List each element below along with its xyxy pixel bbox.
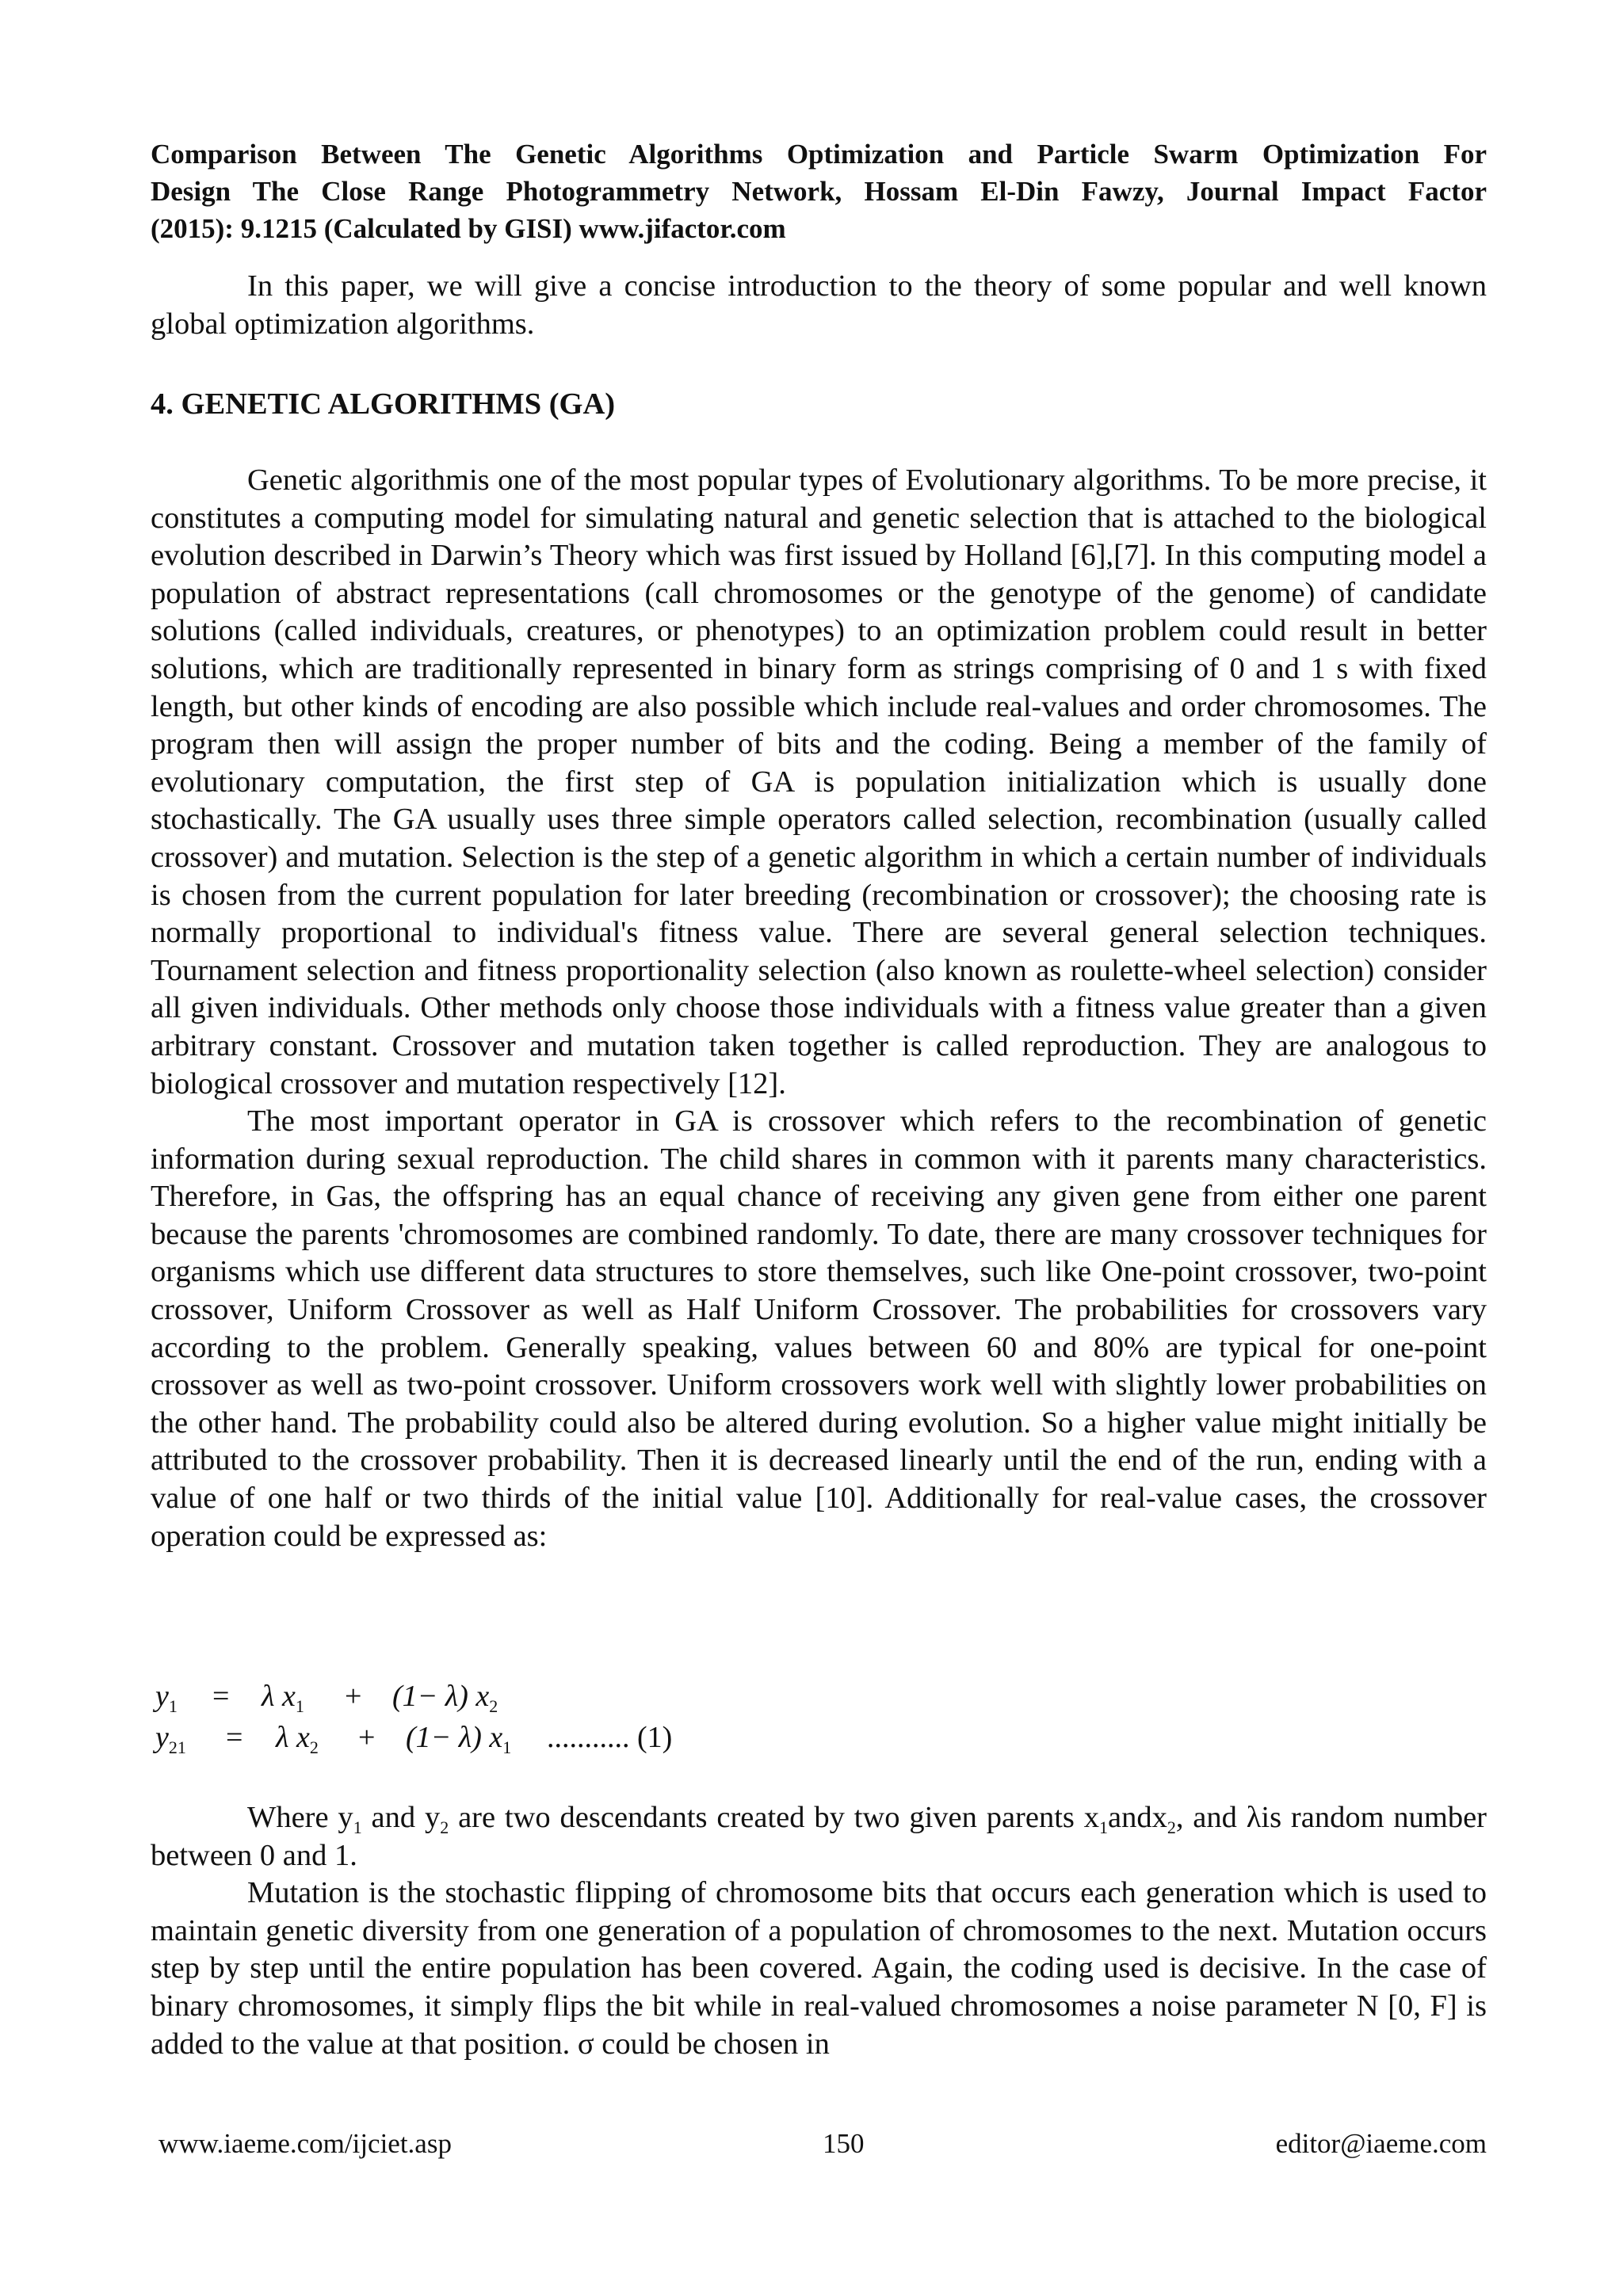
header-line-2: Design The Close Range Photogrammetry Network, Hossam El-Din Fawzy, Journal Impact Factor xyxy=(151,176,1487,207)
eq2-term-b: (1− λ) $x_1$ xyxy=(406,1721,512,1757)
ga-section-body xyxy=(151,462,1487,1555)
eq1-plus: + xyxy=(345,1680,362,1713)
eq2-equals: = xyxy=(226,1721,243,1754)
intro-text: In this paper, we will give a concise introduction to the theory of some popular and well known global optimization algorithms. xyxy=(151,269,1487,341)
paragraph-crossover: The most important operator in GA is crossover which refers to the recombination of genetic information during sexual reproduction. The child shares in common with it parents many characteristics. Therefore, in Gas, the offspring has an equal chance of receiving any given gene from either one parent because the parents 'chromosomes are combined randomly. To date, there are many crossover techniques for organisms which use different data structures to store themselves, such like One-point crossover, two-point crossover, Uniform Crossover as well as Half Uniform Crossover. The probabilities for crossovers vary according to the problem. Generally speaking, values between 60 and 80% are typical for one-point crossover as well as two-point crossover. Uniform crossovers work well with slightly lower probabilities on the other hand. The probability could also be altered during evolution. So a higher value might initially be attributed to the crossover probability. Then it is decreased linearly until the end of the run, ending with a value of one half or two thirds of the initial value [10]. Additionally for real-value cases, the crossover operation could be expressed as: xyxy=(151,1104,1487,1553)
page-number: 150 xyxy=(823,2128,865,2159)
header-line-3: (2015): 9.1215 (Calculated by GISI) www.jifactor.com xyxy=(151,213,786,244)
eq1-term-a: λ $x_1$ xyxy=(262,1680,304,1716)
paragraph-where: Where $y_1$ and $y_2$ are two descendants created by two given parents $x_1andx_2$, and λis random number between 0 and 1. xyxy=(151,1801,1487,1872)
footer-email: editor@iaeme.com xyxy=(1275,2128,1487,2159)
eq1-lhs: $y_1$ xyxy=(155,1680,178,1716)
paper-page xyxy=(151,0,1487,2296)
eq1-term-b: (1− λ) $x_2$ xyxy=(392,1680,498,1716)
running-header xyxy=(151,135,1487,247)
post-equation-body xyxy=(151,1799,1487,2063)
header-line-1: Comparison Between The Genetic Algorithms Optimization and Particle Swarm Optimization For xyxy=(151,139,1487,170)
eq2-term-a: λ $x_2$ xyxy=(276,1721,319,1757)
footer-journal-url: www.iaeme.com/ijciet.asp xyxy=(158,2128,452,2159)
eq1-equals: = xyxy=(212,1680,230,1713)
intro-paragraph xyxy=(151,268,1487,343)
equation-number: ........... (1) xyxy=(547,1721,673,1754)
paragraph-mutation: Mutation is the stochastic flipping of chromosome bits that occurs each generation which is used to maintain genetic diversity from one generation of a population of chromosomes to the next. Mutation occurs step by step until the entire population has been covered. Again, the coding used is decisive. In the case of binary chromosomes, it simply flips the bit while in real-valued chromosomes a noise parameter N [0, F] is added to the value at that position. σ could be chosen in xyxy=(151,1876,1487,2061)
eq2-lhs: $y_{21}$ xyxy=(155,1721,186,1757)
eq2-plus: + xyxy=(358,1721,376,1754)
paragraph-ga-intro: Genetic algorithmis one of the most popular types of Evolutionary algorithms. To be more precise, it constitutes a computing model for simulating natural and genetic selection that is attached to the biological evolution described in Darwin’s Theory which was first issued by Holland [6],[7]. In this computing model a population of abstract representations (call chromosomes or the genotype of the genome) of candidate solutions (called individuals, creatures, or phenotypes) to an optimization problem could result in better solutions, which are traditionally represented in binary form as strings comprising of 0 and 1 s with fixed length, but other kinds of encoding are also possible which include real-values and order chromosomes. The program then will assign the proper number of bits and the coding. Being a member of the family of evolutionary computation, the first step of GA is population initialization which is usually done stochastically. The GA usually uses three simple operators called selection, recombination (usually called crossover) and mutation. Selection is the step of a genetic algorithm in which a certain number of individuals is chosen from the current population for later breeding (recombination or crossover); the choosing rate is normally proportional to individual's fitness value. There are several general selection techniques. Tournament selection and fitness proportionality selection (also known as roulette-wheel selection) consider all given individuals. Other methods only choose those individuals with a fitness value greater than a given arbitrary constant. Crossover and mutation taken together is called reproduction. They are analogous to biological crossover and mutation respectively [12]. xyxy=(151,463,1487,1100)
section-heading: 4. GENETIC ALGORITHMS (GA) xyxy=(151,387,616,421)
